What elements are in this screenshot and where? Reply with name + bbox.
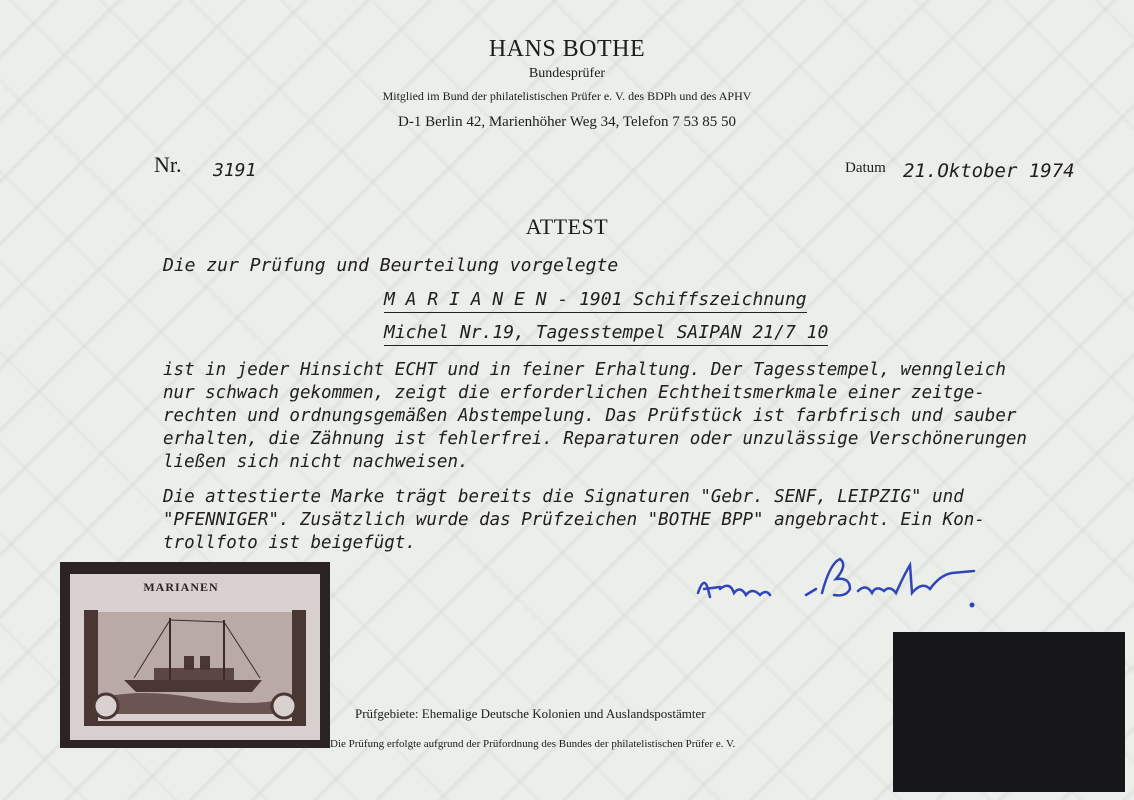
stamp-perforation	[70, 574, 320, 740]
hologram-seal	[893, 632, 1125, 792]
examination-basis: Die Prüfung erfolgte aufgrund der Prüfordnung des Bundes der philatelistischen Prüfer e. V.	[330, 738, 736, 750]
handwritten-signature	[690, 545, 1020, 625]
date-label: Datum	[845, 160, 886, 176]
signatures-paragraph: Die attestierte Marke trägt bereits die Signaturen "Gebr. SENF, LEIPZIG" und "PFENNIGER". Zusätzlich wurde das Prüfzeichen "BOTHE BPP" angebracht. Ein Kon- trollfoto ist beigefügt.	[163, 487, 985, 553]
item-line-1: M A R I A N E N - 1901 Schiffszeichnung	[384, 289, 807, 313]
examiner-name: HANS BOTHE	[488, 36, 646, 62]
stamp-photo	[60, 562, 330, 748]
date-value: 21.Oktober 1974	[903, 160, 1075, 182]
address-line: D-1 Berlin 42, Marienhöher Weg 34, Telefon 7 53 85 50	[398, 114, 736, 130]
assessment-paragraph: ist in jeder Hinsicht ECHT und in feiner Erhaltung. Der Tagesstempel, wenngleich nur schwach gekommen, zeigt die erforderlichen Echtheitsmerkmale einer zeitge- rechten und ordnungsgemäßen Abstempelung. Das Prüfstück ist farbfrisch und sauber erhalten, die Zähnung ist fehlerfrei. Reparaturen oder unzulässige Verschönerungen ließen sich nicht nachweisen.	[163, 360, 1027, 472]
stamp-inscription: MARIANEN	[143, 580, 219, 594]
stamp-ship-image	[84, 588, 306, 726]
number-value: 3191	[213, 160, 257, 181]
number-label: Nr.	[154, 152, 182, 177]
item-line-2: Michel Nr.19, Tagesstempel SAIPAN 21/7 10	[384, 322, 828, 346]
examination-fields: Prüfgebiete: Ehemalige Deutsche Kolonien und Auslandspostämter	[355, 706, 706, 721]
examiner-title: Bundesprüfer	[528, 66, 606, 81]
membership-line: Mitglied im Bund der philatelistischen Prüfer e. V. des BDPh und des APHV	[382, 89, 752, 103]
document-heading: ATTEST	[525, 214, 609, 239]
intro-line: Die zur Prüfung und Beurteilung vorgelegte	[163, 255, 619, 276]
